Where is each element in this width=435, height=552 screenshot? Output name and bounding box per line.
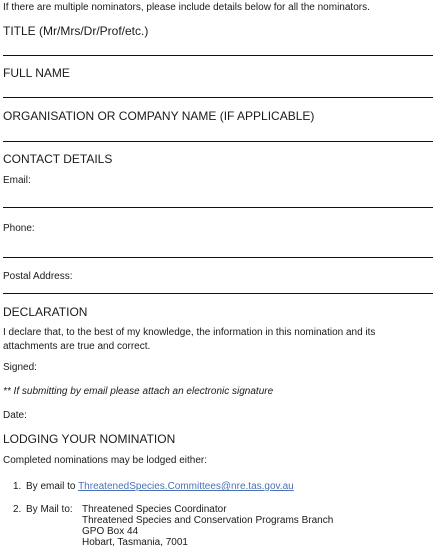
postal-address-field-line[interactable] xyxy=(3,293,433,294)
phone-field-line[interactable] xyxy=(3,257,433,258)
email-field-line[interactable] xyxy=(3,207,433,208)
committee-email-link[interactable]: ThreatenedSpecies.Committees@nre.tas.gov.au xyxy=(78,481,294,492)
phone-field-label: Phone: xyxy=(3,223,35,234)
mail-address xyxy=(82,504,333,548)
date-field-label: Date: xyxy=(3,410,27,421)
organisation-field-line[interactable] xyxy=(3,141,433,142)
lodging-intro: Completed nominations may be lodged either: xyxy=(3,455,208,466)
lodging-email-line xyxy=(26,481,294,492)
lodging-heading: LODGING YOUR NOMINATION xyxy=(3,432,176,446)
mail-prefix: By Mail to: xyxy=(26,504,73,515)
declaration-heading: DECLARATION xyxy=(3,305,88,319)
signed-field-label: Signed: xyxy=(3,362,37,373)
contact-details-heading: CONTACT DETAILS xyxy=(3,152,113,166)
intro-text: If there are multiple nominators, please include details below for all the nominators. xyxy=(3,2,370,13)
address-line: GPO Box 44 xyxy=(82,526,139,537)
address-line: Threatened Species Coordinator xyxy=(82,504,227,515)
postal-address-field-label: Postal Address: xyxy=(3,271,73,282)
signature-note: ** If submitting by email please attach an electronic signature xyxy=(3,386,274,397)
list-number: 2. xyxy=(13,504,22,515)
full-name-field-label: FULL NAME xyxy=(3,66,70,80)
list-number: 1. xyxy=(13,481,22,492)
organisation-field-label: ORGANISATION OR COMPANY NAME (IF APPLICABLE) xyxy=(3,109,315,123)
declaration-text-line1: I declare that, to the best of my knowledge, the information in this nomination and its xyxy=(3,327,376,338)
email-prefix: By email to xyxy=(26,481,79,492)
address-line: Threatened Species and Conservation Programs Branch xyxy=(82,515,334,526)
full-name-field-line[interactable] xyxy=(3,97,433,98)
title-field-line[interactable] xyxy=(3,55,433,56)
address-line: Hobart, Tasmania, 7001 xyxy=(82,537,188,548)
declaration-text-line2: attachments are true and correct. xyxy=(3,341,151,352)
title-field-label: TITLE (Mr/Mrs/Dr/Prof/etc.) xyxy=(3,24,149,38)
email-field-label: Email: xyxy=(3,175,31,186)
